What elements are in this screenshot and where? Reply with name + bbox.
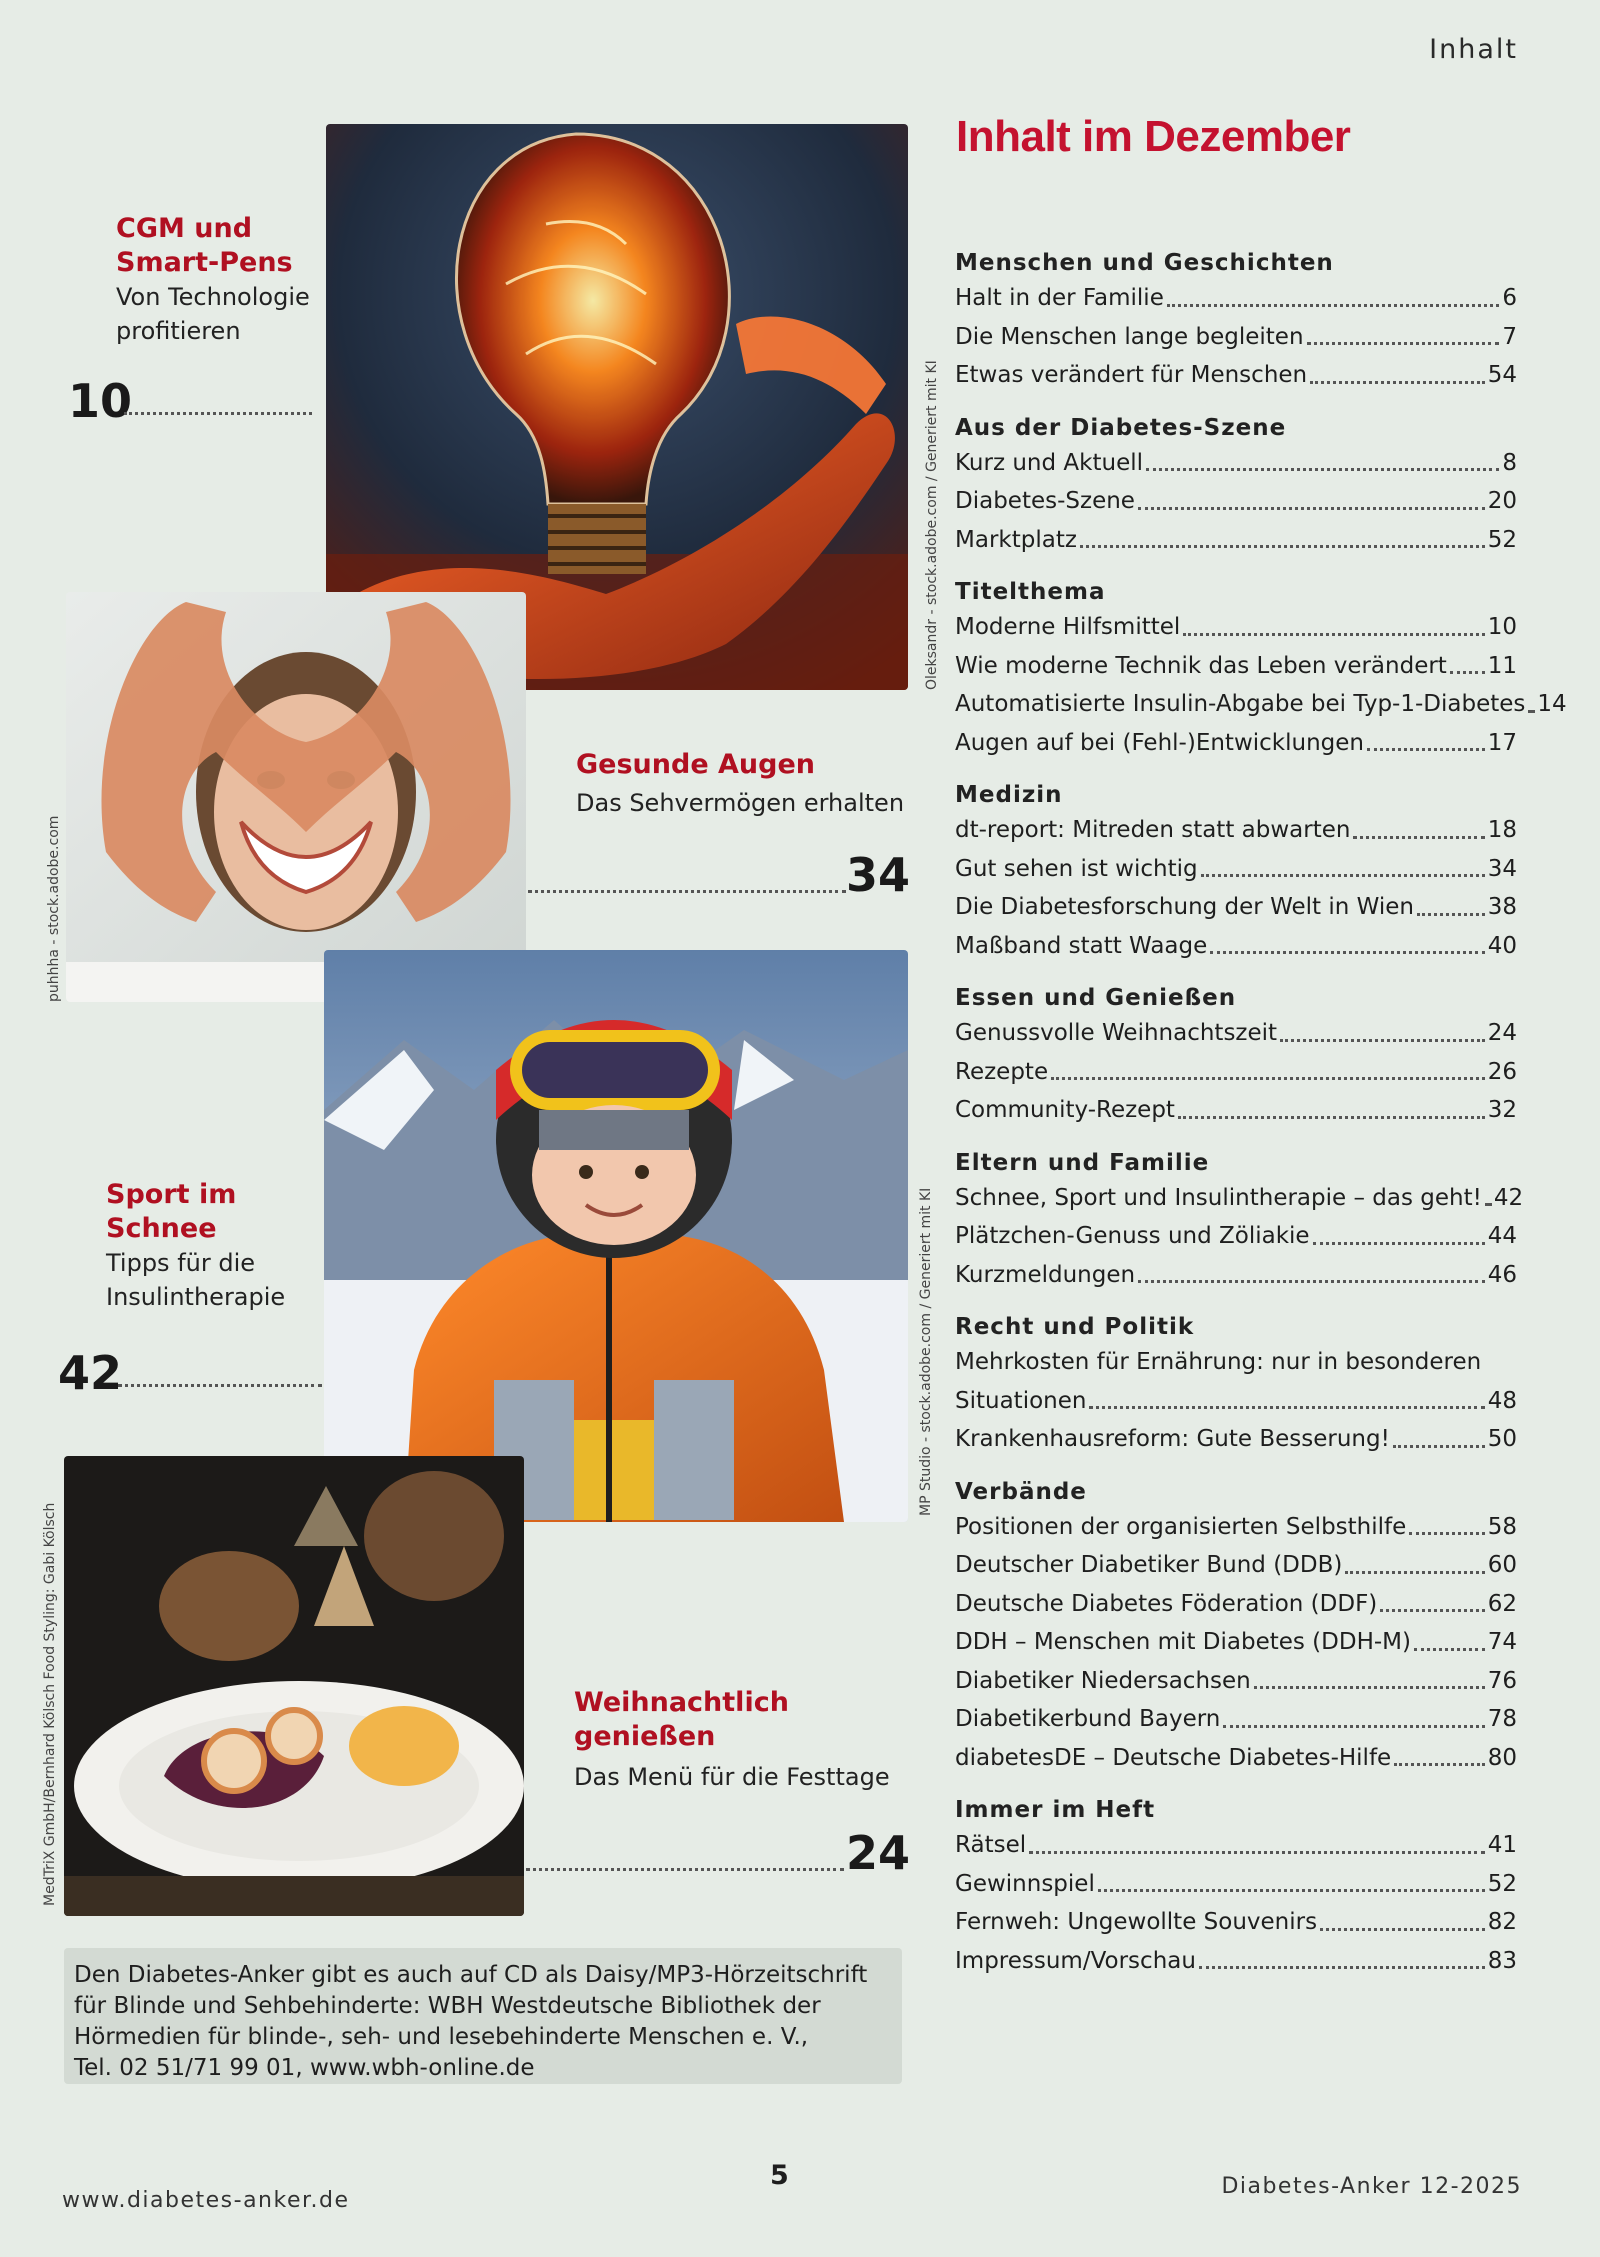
toc-entry[interactable] — [955, 724, 1517, 763]
toc-entry-page: 83 — [1487, 1947, 1517, 1974]
feature-title: Smart-Pens — [116, 247, 293, 278]
feature-cgm[interactable] — [116, 212, 310, 348]
toc-entry-title: Wie moderne Technik das Leben verändert — [955, 652, 1447, 679]
toc-entry-page: 24 — [1487, 1020, 1517, 1046]
dotted-leader — [1138, 1280, 1485, 1283]
infobox-line: Den Diabetes-Anker gibt es auch auf CD als Daisy/MP3-Hörzeitschrift — [74, 1962, 868, 1988]
feature-subtitle: profitieren — [116, 317, 241, 345]
toc-entry-page: 62 — [1487, 1590, 1517, 1617]
toc-entry-title: Moderne Hilfsmittel — [955, 614, 1181, 640]
toc-section-heading: Recht und Politik — [955, 1314, 1195, 1340]
toc-entry-page: 46 — [1487, 1261, 1517, 1288]
toc-entry[interactable] — [955, 1739, 1517, 1778]
dotted-leader — [1223, 1725, 1484, 1728]
toc-entry-page: 20 — [1487, 488, 1517, 514]
toc-entry-page: 38 — [1487, 894, 1517, 920]
toc-entry-page: 52 — [1487, 526, 1517, 553]
toc-section — [955, 250, 1517, 395]
toc-entry[interactable] — [955, 1623, 1517, 1662]
toc-entry-title: Schnee, Sport und Insulintherapie – das geht! — [955, 1184, 1482, 1211]
dotted-leader — [1138, 507, 1485, 510]
toc-entry-title: Gewinnspiel — [955, 1870, 1095, 1897]
feature-title: Gesunde Augen — [576, 749, 816, 780]
toc-entry-title: Deutsche Diabetes Föderation (DDF) — [955, 1590, 1378, 1617]
dotted-leader — [1345, 1571, 1484, 1574]
toc-entry-page: 26 — [1487, 1058, 1517, 1085]
toc-entry-title: Automatisierte Insulin-Abgabe bei Typ-1-Diabetes — [955, 691, 1526, 717]
toc-entry-page: 80 — [1487, 1744, 1517, 1771]
dotted-leader — [1353, 836, 1484, 839]
toc-entry[interactable] — [955, 1865, 1517, 1904]
feature-page-number: 42 — [58, 1346, 123, 1400]
dotted-leader — [1394, 1763, 1485, 1766]
toc-entry[interactable] — [955, 1179, 1524, 1218]
photo-credit-sport: MP Studio - stock.adobe.com / Generiert mit KI — [918, 1187, 934, 1516]
toc-entry-title: DDH – Menschen mit Diabetes (DDH-M) — [955, 1629, 1411, 1655]
toc-entry[interactable] — [955, 1256, 1517, 1295]
toc-entry-title: Die Diabetesforschung der Welt in Wien — [955, 894, 1414, 920]
toc-entry-title: dt-report: Mitreden statt abwarten — [955, 817, 1351, 843]
toc-entry-title: Impressum/Vorschau — [955, 1947, 1196, 1974]
toc-entry[interactable] — [955, 1585, 1517, 1624]
toc-entry-page: 7 — [1502, 323, 1517, 350]
dotted-leader — [1313, 1242, 1485, 1245]
toc-entry-title: Situationen — [955, 1387, 1087, 1414]
feature-title: Weihnachtlich — [574, 1687, 789, 1718]
dotted-leader — [1098, 1889, 1485, 1892]
dotted-leader — [1080, 545, 1485, 548]
toc-entry-page: 41 — [1487, 1832, 1517, 1858]
dotted-leader — [1199, 1966, 1485, 1969]
toc-entry-title: diabetesDE – Deutsche Diabetes-Hilfe — [955, 1744, 1392, 1771]
toc-entry-page: 52 — [1487, 1870, 1517, 1897]
infobox-line: Hörmedien für blinde-, seh- und lesebehinderte Menschen e. V., — [74, 2024, 809, 2050]
toc-entry-title: Diabetikerbund Bayern — [955, 1706, 1221, 1732]
dotted-leader — [118, 1384, 322, 1387]
toc-entry-page: 74 — [1487, 1629, 1517, 1655]
toc-entry-title: Plätzchen-Genuss und Zöliakie — [955, 1223, 1310, 1249]
toc-section-heading: Eltern und Familie — [955, 1149, 1210, 1176]
toc-entry[interactable] — [955, 279, 1517, 318]
feature-title: CGM und — [116, 213, 253, 244]
toc-entry-title: Fernweh: Ungewollte Souvenirs — [955, 1909, 1318, 1935]
dotted-leader — [1051, 1077, 1485, 1080]
dotted-leader — [1146, 468, 1499, 471]
toc-section-heading: Aus der Diabetes-Szene — [955, 414, 1287, 441]
feature-page-number: 24 — [846, 1826, 911, 1880]
feature-augen[interactable] — [576, 748, 904, 820]
toc-section-heading: Immer im Heft — [955, 1797, 1156, 1823]
toc-section — [955, 1797, 1517, 1980]
toc-section-heading: Essen und Genießen — [955, 985, 1237, 1011]
toc-entry-page: 40 — [1487, 932, 1517, 959]
dotted-leader — [1485, 1203, 1491, 1206]
toc-entry-title: Community-Rezept — [955, 1097, 1175, 1123]
dotted-leader — [1178, 1116, 1485, 1119]
toc-entry-title: Genussvolle Weihnachtszeit — [955, 1020, 1278, 1046]
toc-section — [955, 1314, 1517, 1459]
toc-entry[interactable] — [955, 888, 1517, 927]
toc-entry-page: 42 — [1493, 1184, 1524, 1211]
toc-entry-title: Etwas verändert für Menschen — [955, 362, 1308, 388]
toc-entry-page: 54 — [1487, 362, 1517, 388]
toc-entry[interactable] — [955, 647, 1517, 686]
toc-section-heading: Medizin — [955, 782, 1063, 808]
toc-section-heading: Verbände — [955, 1478, 1087, 1505]
toc-entry-title: Rätsel — [955, 1832, 1027, 1858]
toc-section — [955, 985, 1517, 1130]
toc-entry-page: 18 — [1487, 817, 1517, 843]
toc-section — [955, 782, 1517, 965]
feature-subtitle: Von Technologie — [116, 283, 310, 311]
feature-weihnacht[interactable] — [574, 1686, 890, 1794]
ski-child-image — [324, 950, 908, 1522]
feature-title: Sport im — [106, 1179, 237, 1210]
dotted-leader — [1210, 951, 1484, 954]
toc-entry-page: 11 — [1487, 652, 1517, 679]
toc-entry-title: Krankenhausreform: Gute Besserung! — [955, 1426, 1390, 1452]
dotted-leader — [1414, 1648, 1485, 1651]
toc-section — [955, 579, 1567, 762]
dotted-leader — [528, 890, 846, 893]
dotted-leader — [1254, 1686, 1485, 1689]
toc-entry[interactable] — [955, 318, 1517, 357]
feature-subtitle: Insulintherapie — [106, 1283, 286, 1311]
dotted-leader — [1029, 1851, 1485, 1854]
christmas-food-image — [64, 1456, 524, 1916]
toc-entry-title: Marktplatz — [955, 526, 1077, 553]
toc-entry-page: 34 — [1487, 855, 1517, 882]
feature-title: Schnee — [106, 1213, 217, 1244]
toc-entry[interactable] — [955, 1546, 1517, 1585]
toc-section — [955, 1479, 1517, 1778]
dotted-leader — [1280, 1039, 1485, 1042]
dotted-leader — [1167, 304, 1500, 307]
infobox-line: für Blinde und Sehbehinderte: WBH Westdeutsche Bibliothek der — [74, 1993, 821, 2019]
dotted-leader — [1089, 1406, 1484, 1409]
toc-entry-title: Diabetiker Niedersachsen — [955, 1667, 1251, 1694]
footer-issue: Diabetes-Anker 12-2025 — [1221, 2174, 1522, 2199]
footer-page-number: 5 — [770, 2160, 791, 2191]
toc-entry[interactable] — [955, 521, 1517, 560]
toc-entry-page: 14 — [1537, 691, 1567, 717]
toc-entry[interactable] — [955, 444, 1517, 483]
toc-entry-page: 58 — [1487, 1513, 1517, 1540]
dotted-leader — [1528, 710, 1534, 713]
toc-entry[interactable] — [955, 1942, 1517, 1981]
dotted-leader — [1307, 342, 1500, 345]
toc-entry-title: Diabetes-Szene — [955, 488, 1135, 514]
toc-entry[interactable] — [955, 482, 1517, 521]
feature-sport[interactable] — [106, 1178, 285, 1314]
toc-entry[interactable] — [955, 685, 1567, 724]
feature-page-number: 10 — [68, 374, 133, 428]
photo-credit-cgm: Oleksandr - stock.adobe.com / Generiert mit KI — [924, 360, 940, 690]
dotted-leader — [1417, 913, 1485, 916]
toc-entry[interactable] — [955, 1217, 1517, 1256]
feature-subtitle: Tipps für die — [106, 1249, 256, 1277]
infobox-line: Tel. 02 51/71 99 01, www.wbh-online.de — [74, 2055, 535, 2081]
toc-entry-page: 32 — [1487, 1097, 1517, 1123]
toc-entry-page: 17 — [1487, 729, 1517, 756]
heart-hands-image — [66, 592, 526, 1002]
footer-website[interactable]: www.diabetes-anker.de — [62, 2188, 350, 2213]
toc-entry-page: 50 — [1487, 1426, 1517, 1452]
toc-section — [955, 1149, 1524, 1295]
toc-entry[interactable] — [955, 1343, 1517, 1420]
dotted-leader — [526, 1868, 844, 1871]
toc-entry-page: 78 — [1487, 1706, 1517, 1732]
dotted-leader — [1320, 1928, 1485, 1931]
toc-entry[interactable] — [955, 811, 1517, 850]
feature-page-number: 34 — [846, 848, 911, 902]
toc-entry[interactable] — [955, 1091, 1517, 1130]
feature-subtitle: Das Sehvermögen erhalten — [576, 789, 905, 817]
toc-entry-title: Deutscher Diabetiker Bund (DDB) — [955, 1552, 1343, 1578]
dotted-leader — [1380, 1609, 1484, 1612]
toc-entry-title: Die Menschen lange begleiten — [955, 323, 1304, 350]
dotted-leader — [1450, 671, 1485, 674]
toc-entry-title: Maßband statt Waage — [955, 932, 1208, 959]
toc-entry[interactable] — [955, 1662, 1517, 1701]
toc-entry-page: 10 — [1487, 614, 1517, 640]
toc-section-heading: Titelthema — [955, 579, 1106, 605]
toc-section-heading: Menschen und Geschichten — [955, 250, 1334, 276]
toc-entry-page: 6 — [1502, 285, 1517, 311]
toc-entry[interactable] — [955, 608, 1517, 647]
dotted-leader — [1393, 1445, 1485, 1448]
feature-title: genießen — [574, 1721, 716, 1752]
dotted-leader — [1183, 633, 1484, 636]
toc-entry-page: 8 — [1502, 449, 1517, 476]
dotted-leader — [124, 412, 312, 415]
toc-entry-title: Positionen der organisierten Selbsthilfe — [955, 1513, 1407, 1540]
toc-entry-title: Mehrkosten für Ernährung: nur in besonderen — [955, 1349, 1482, 1375]
toc-entry-page: 44 — [1487, 1223, 1517, 1249]
toc-entry[interactable] — [955, 1508, 1517, 1547]
toc-entry-page: 82 — [1487, 1909, 1517, 1935]
toc-entry-title: Augen auf bei (Fehl-)Entwicklungen — [955, 729, 1364, 756]
toc-entry-title: Halt in der Familie — [955, 285, 1164, 311]
toc-title: Inhalt im Dezember — [956, 112, 1351, 161]
toc-entry[interactable] — [955, 356, 1517, 395]
toc-entry-title: Kurzmeldungen — [955, 1261, 1136, 1288]
toc-entry[interactable] — [955, 1903, 1517, 1942]
table-of-contents — [955, 250, 1567, 1980]
toc-entry-page: 76 — [1487, 1667, 1517, 1694]
toc-section — [955, 415, 1517, 560]
dotted-leader — [1310, 381, 1485, 384]
dotted-leader — [1367, 748, 1485, 751]
photo-credit-augen: puhhha - stock.adobe.com — [46, 815, 62, 1002]
toc-entry-title: Gut sehen ist wichtig — [955, 855, 1198, 882]
audio-edition-infobox — [64, 1948, 902, 2084]
toc-entry[interactable] — [955, 1420, 1517, 1459]
toc-entry-title: Kurz und Aktuell — [955, 449, 1143, 476]
toc-entry-page: 48 — [1487, 1387, 1517, 1414]
toc-entry[interactable] — [955, 1826, 1517, 1865]
dotted-leader — [1201, 874, 1485, 877]
feature-subtitle: Das Menü für die Festtage — [574, 1763, 890, 1791]
toc-entry-title: Rezepte — [955, 1058, 1049, 1085]
toc-entry-page: 60 — [1487, 1552, 1517, 1578]
toc-entry[interactable] — [955, 1014, 1517, 1053]
toc-entry[interactable] — [955, 1700, 1517, 1739]
section-tag: Inhalt — [1429, 34, 1518, 65]
toc-entry[interactable] — [955, 850, 1517, 889]
toc-entry[interactable] — [955, 1053, 1517, 1092]
photo-credit-weihnacht: MedTriX GmbH/Bernhard Kölsch Food Styling: Gabi Kölsch — [42, 1502, 58, 1906]
toc-entry[interactable] — [955, 927, 1517, 966]
dotted-leader — [1409, 1532, 1484, 1535]
